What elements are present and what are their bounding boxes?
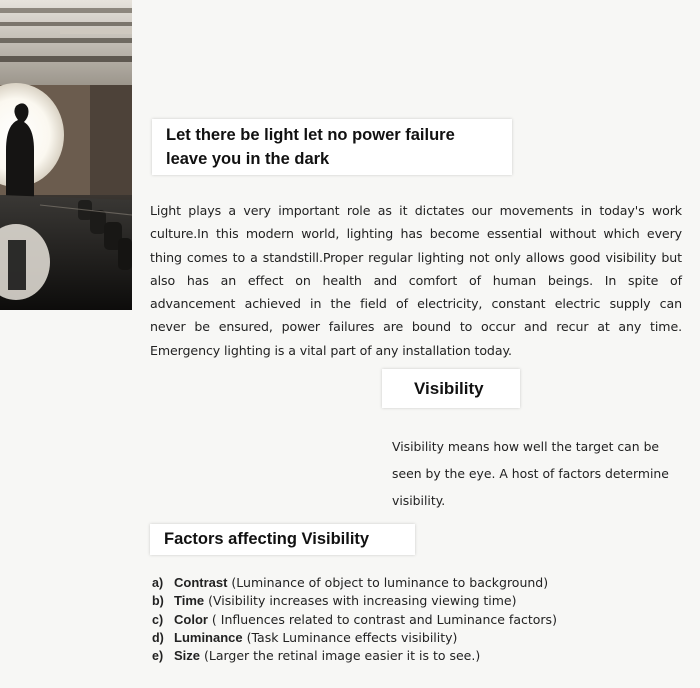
intro-line: culture.In this modern world, lighting has become essential without which every xyxy=(150,226,682,242)
factor-letter: c) xyxy=(152,612,164,627)
factors-heading-box xyxy=(150,524,415,555)
intro-line: Light plays a very important role as it dictates our movements in today's work xyxy=(150,203,682,218)
factors-heading: Factors affecting Visibility xyxy=(164,530,370,548)
factor-description: (Visibility increases with increasing viewing time) xyxy=(204,593,517,609)
conference-room-photo xyxy=(0,0,132,310)
visibility-heading-box xyxy=(382,369,520,408)
factor-name: Luminance xyxy=(174,629,243,645)
visibility-line: visibility. xyxy=(392,493,446,508)
main-title-line-1: Let there be light let no power failure xyxy=(166,126,455,144)
factor-letter: e) xyxy=(152,649,164,664)
factor-item xyxy=(152,611,692,629)
main-title-box xyxy=(152,119,512,175)
visibility-heading: Visibility xyxy=(414,379,484,398)
visibility-paragraph xyxy=(392,433,684,514)
factors-list xyxy=(152,574,692,665)
factor-letter: a) xyxy=(152,576,164,590)
factor-letter: d) xyxy=(152,630,164,645)
conference-room-illustration xyxy=(0,0,132,310)
factor-description: (Luminance of object to luminance to background) xyxy=(227,575,549,590)
factor-letter: b) xyxy=(152,594,164,609)
intro-line: Emergency lighting is a vital part of any installation today. xyxy=(150,342,512,358)
main-title-line-2: leave you in the dark xyxy=(166,150,330,168)
factor-name: Time xyxy=(174,593,205,609)
intro-line: thing comes to a standstill.Proper regular lighting not only allows good visibility but xyxy=(150,249,682,265)
factor-name: Size xyxy=(174,648,201,664)
visibility-line: seen by the eye. A host of factors determine xyxy=(392,466,669,481)
factor-item xyxy=(152,647,692,665)
factor-name: Contrast xyxy=(174,575,228,590)
factor-name: Color xyxy=(174,611,208,627)
intro-paragraph xyxy=(150,199,682,362)
visibility-line: Visibility means how well the target can be xyxy=(392,439,660,454)
factor-description: (Larger the retinal image easier it is to see.) xyxy=(200,648,481,664)
factor-description: ( Influences related to contrast and Luminance factors) xyxy=(207,611,557,627)
factor-description: (Task Luminance effects visibility) xyxy=(242,629,458,645)
factor-item xyxy=(152,574,692,592)
intro-line: advancement achieved in the field of electricity, constant electric supply can xyxy=(150,296,682,312)
factor-item xyxy=(152,592,692,610)
intro-line: never be ensured, power failures are bound to occur and recur at any time. xyxy=(150,319,682,335)
intro-line: also has an effect on health and comfort of human beings. In spite of xyxy=(150,272,682,288)
factor-item xyxy=(152,629,692,647)
